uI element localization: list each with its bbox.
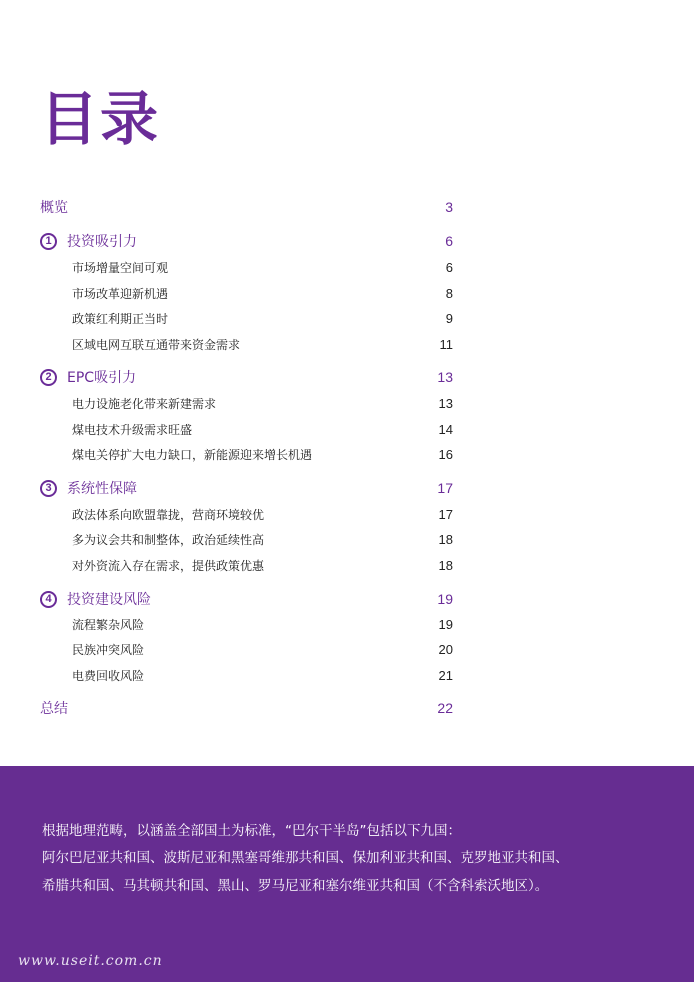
toc-page: 18 xyxy=(438,531,453,547)
toc-label: 投资建设风险 xyxy=(67,592,151,608)
toc-label: 政策红利期正当时 xyxy=(72,311,169,326)
note-line: 阿尔巴尼亚共和国、波斯尼亚和黑塞哥维那共和国、保加利亚共和国、克罗地亚共和国、 xyxy=(42,850,569,866)
toc-page: 16 xyxy=(438,446,453,462)
toc-item[interactable] xyxy=(72,419,453,439)
toc-chapter-4[interactable] xyxy=(40,589,453,609)
toc-label: 对外资流入存在需求，提供政策优惠 xyxy=(72,558,265,573)
toc-page: 17 xyxy=(438,506,453,522)
toc-item[interactable] xyxy=(72,504,453,524)
toc-label: 市场改革迎新机遇 xyxy=(72,286,169,301)
toc-label: 区域电网互联互通带来资金需求 xyxy=(72,337,241,352)
toc-label: 民族冲突风险 xyxy=(72,642,145,657)
toc-page: 8 xyxy=(445,285,453,301)
note-line: 根据地理范畴，以涵盖全部国土为标准，“巴尔干半岛”包括以下九国： xyxy=(42,823,461,839)
toc-item[interactable] xyxy=(72,639,453,659)
toc-page: 9 xyxy=(445,310,453,326)
toc-page: 13 xyxy=(437,369,453,385)
toc-summary[interactable] xyxy=(40,698,453,718)
toc-chapter-1[interactable] xyxy=(40,231,453,251)
toc-item[interactable] xyxy=(72,308,453,328)
toc-label: 概览 xyxy=(40,200,68,216)
toc-label: 多为议会共和制整体，政治延续性高 xyxy=(72,532,265,547)
toc-page: 3 xyxy=(445,199,453,215)
toc-label: 市场增量空间可观 xyxy=(72,260,169,275)
toc-page: 21 xyxy=(438,667,453,683)
toc-page: 20 xyxy=(438,641,453,657)
toc-item[interactable] xyxy=(72,529,453,549)
toc-page: 19 xyxy=(437,591,453,607)
toc-label: 总结 xyxy=(40,701,68,717)
toc-item[interactable] xyxy=(72,444,453,464)
toc-item[interactable] xyxy=(72,555,453,575)
toc-page: 11 xyxy=(439,336,453,352)
toc-chapter-2[interactable] xyxy=(40,367,453,387)
toc-label: 煤电技术升级需求旺盛 xyxy=(72,422,193,437)
toc-label: 电力设施老化带来新建需求 xyxy=(72,396,217,411)
toc-overview[interactable] xyxy=(40,197,453,217)
toc-page: 19 xyxy=(438,616,453,632)
toc-label: EPC吸引力 xyxy=(67,370,137,386)
toc-chapter-3[interactable] xyxy=(40,478,453,498)
toc-page: 17 xyxy=(437,480,453,496)
toc-item[interactable] xyxy=(72,665,453,685)
toc-page: 13 xyxy=(438,395,453,411)
toc-label: 系统性保障 xyxy=(67,481,137,497)
toc-item[interactable] xyxy=(72,283,453,303)
toc-page: 6 xyxy=(445,259,453,275)
toc-label: 电费回收风险 xyxy=(72,668,145,683)
toc-item[interactable] xyxy=(72,334,453,354)
toc-item[interactable] xyxy=(72,393,453,413)
watermark: www.useit.com.cn xyxy=(18,953,163,969)
chapter-number-icon: 3 xyxy=(40,480,57,497)
toc-label: 投资吸引力 xyxy=(67,234,137,250)
page-title: 目录 xyxy=(40,85,161,153)
toc-label: 流程繁杂风险 xyxy=(72,617,145,632)
toc-page: 6 xyxy=(445,233,453,249)
chapter-number-icon: 1 xyxy=(40,233,57,250)
toc-item[interactable] xyxy=(72,614,453,634)
toc-page: 14 xyxy=(438,421,453,437)
note-band xyxy=(0,766,694,982)
toc-page: 22 xyxy=(437,700,453,716)
note-line: 希腊共和国、马其顿共和国、黑山、罗马尼亚和塞尔维亚共和国（不含科索沃地区）。 xyxy=(42,878,549,894)
chapter-number-icon: 2 xyxy=(40,369,57,386)
chapter-number-icon: 4 xyxy=(40,591,57,608)
toc-label: 煤电关停扩大电力缺口，新能源迎来增长机遇 xyxy=(72,447,313,462)
toc-label: 政法体系向欧盟靠拢，营商环境较优 xyxy=(72,507,265,522)
toc-page: 18 xyxy=(438,557,453,573)
toc-item[interactable] xyxy=(72,257,453,277)
